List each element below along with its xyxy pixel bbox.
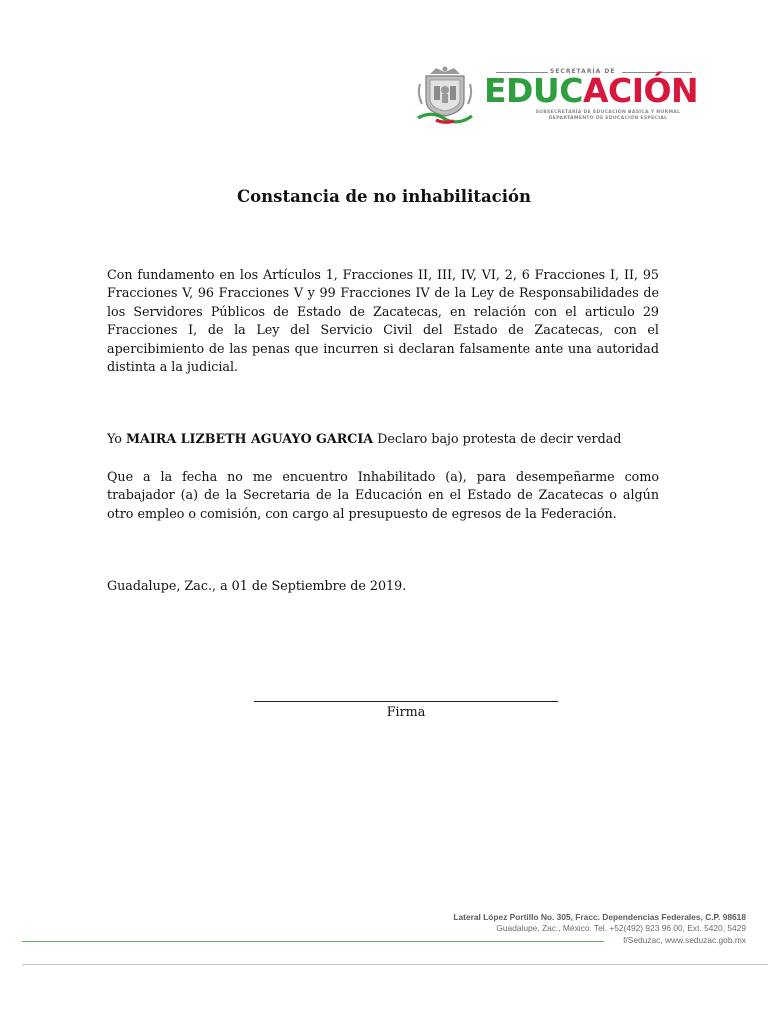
footer-green-rule: [22, 941, 604, 942]
statement-paragraph: Que a la fecha no me encuentro Inhabilitado (a), para desempeñarme como trabajador (a) de la Secretaria de la Educación en el Estado de Zacatecas o algún otro empleo o comisión, con cargo al presupuesto de egresos de la Federación.: [107, 469, 659, 521]
brand-block: [484, 68, 708, 128]
signature-line: [254, 701, 558, 702]
page-bottom-rule: [22, 964, 768, 965]
declaration-line: [107, 430, 659, 448]
brand-top-text: SECRETARÍA DE: [550, 68, 616, 75]
education-logo: [414, 64, 708, 128]
declaration-suffix: Declaro bajo protesta de decir verdad: [377, 431, 622, 446]
brand-subtitle-line2: DEPARTAMENTO DE EDUCACIÓN ESPECIAL: [548, 116, 668, 121]
zacatecas-seal-icon: [414, 64, 476, 126]
signature-label: Firma: [386, 704, 426, 719]
document-title: Constancia de no inhabilitación: [237, 187, 531, 206]
legal-basis-paragraph: Con fundamento en los Artículos 1, Fracciones II, III, IV, VI, 2, 6 Fracciones I, II, 95 Fracciones V, 96 Fracciones V y 99 Fracciones IV de la Ley de Responsabilidades de los Servidores Públicos de Estado de Zacatecas, en relación con el articulo 29 Fracciones I, de la Ley del Servicio Civil del Estado de Zacatecas, con el apercibimiento de las penas que incurren si declaran falsamente ante una autoridad distinta a la judicial.: [107, 267, 659, 375]
brand-word-part1: EDUC: [484, 71, 583, 110]
declarant-name: MAIRA LIZBETH AGUAYO GARCIA: [125, 431, 374, 446]
brand-subtitle-line1: SUBSECRETARÍA DE EDUCACIÓN BÁSICA Y NORMAL: [535, 110, 681, 115]
brand-subtitle: [514, 110, 702, 122]
declaration-prefix: Yo: [107, 431, 122, 446]
footer-line-1: Lateral López Portillo No. 305, Fracc. Dependencias Federales, C.P. 98618: [453, 912, 746, 922]
footer-line-3: f/Seduzac, www.seduzac.gob.mx: [623, 934, 746, 945]
place-and-date: Guadalupe, Zac., a 01 de Septiembre de 2019.: [107, 578, 407, 593]
brand-word-part2: ACIÓN: [582, 71, 699, 110]
brand-wordmark: [484, 72, 698, 110]
footer-line-2: Guadalupe, Zac., México. Tel. +52(492) 923 96 00, Ext. 5420, 5429: [496, 923, 746, 934]
